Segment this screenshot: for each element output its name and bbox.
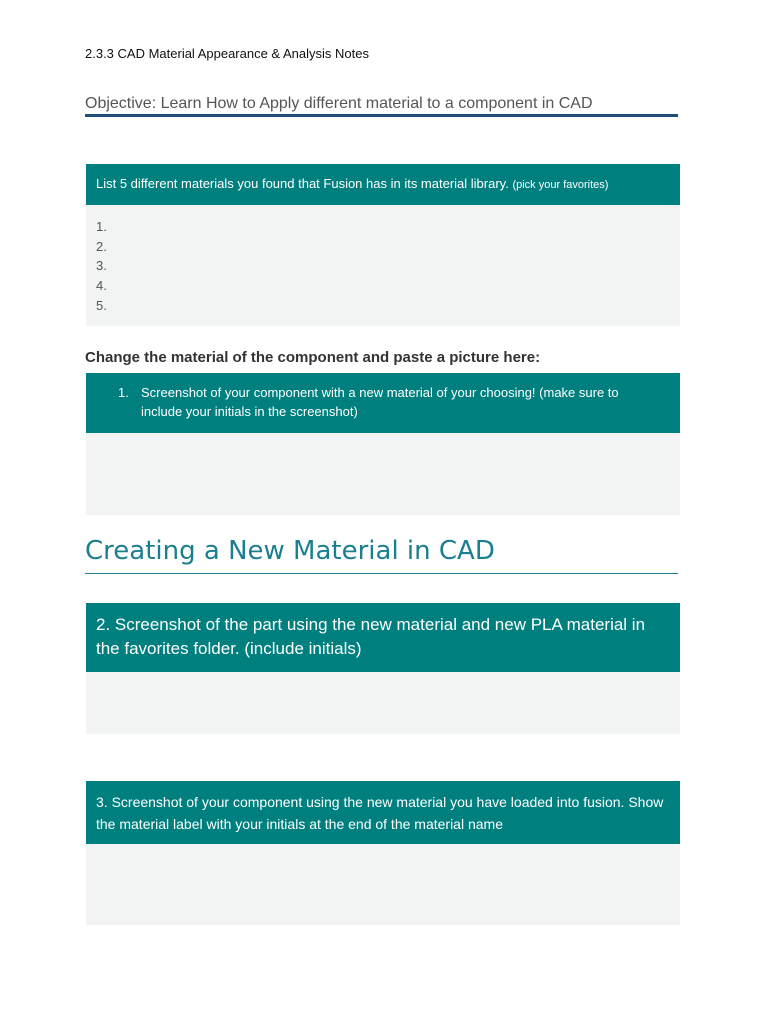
objective-heading: Objective: Learn How to Apply different material to a component in CAD	[85, 94, 678, 117]
materials-prompt: List 5 different materials you found that Fusion has in its material library.	[96, 176, 509, 191]
screenshot-one-body[interactable]	[86, 433, 680, 515]
screenshot-three-header: 3. Screenshot of your component using the new material you have loaded into fusion. Show the material label with your initials at the end of the material name	[86, 781, 680, 844]
list-item: 1.	[96, 219, 107, 234]
screenshot-one-number: 1.	[118, 385, 129, 400]
screenshot-three-body[interactable]	[86, 844, 680, 925]
section-title: Creating a New Material in CAD	[85, 534, 678, 574]
screenshot-two-header: 2. Screenshot of the part using the new material and new PLA material in the favorites folder. (include initials)	[86, 603, 680, 672]
materials-box-header	[86, 164, 680, 205]
document-header: 2.3.3 CAD Material Appearance & Analysis Notes	[85, 46, 369, 61]
materials-list	[96, 217, 107, 316]
materials-box-body[interactable]	[86, 205, 680, 326]
screenshot-one-header	[86, 373, 680, 433]
list-item: 2.	[96, 238, 107, 254]
screenshot-one-text: Screenshot of your component with a new material of your choosing! (make sure to include your initials in the screenshot)	[141, 385, 619, 419]
list-item: 5.	[96, 297, 107, 313]
list-item: 4.	[96, 278, 107, 294]
materials-note: (pick your favorites)	[512, 179, 609, 191]
list-item: 3.	[96, 258, 107, 274]
screenshot-two-body[interactable]	[86, 672, 680, 734]
change-material-label: Change the material of the component and paste a picture here:	[85, 349, 541, 366]
